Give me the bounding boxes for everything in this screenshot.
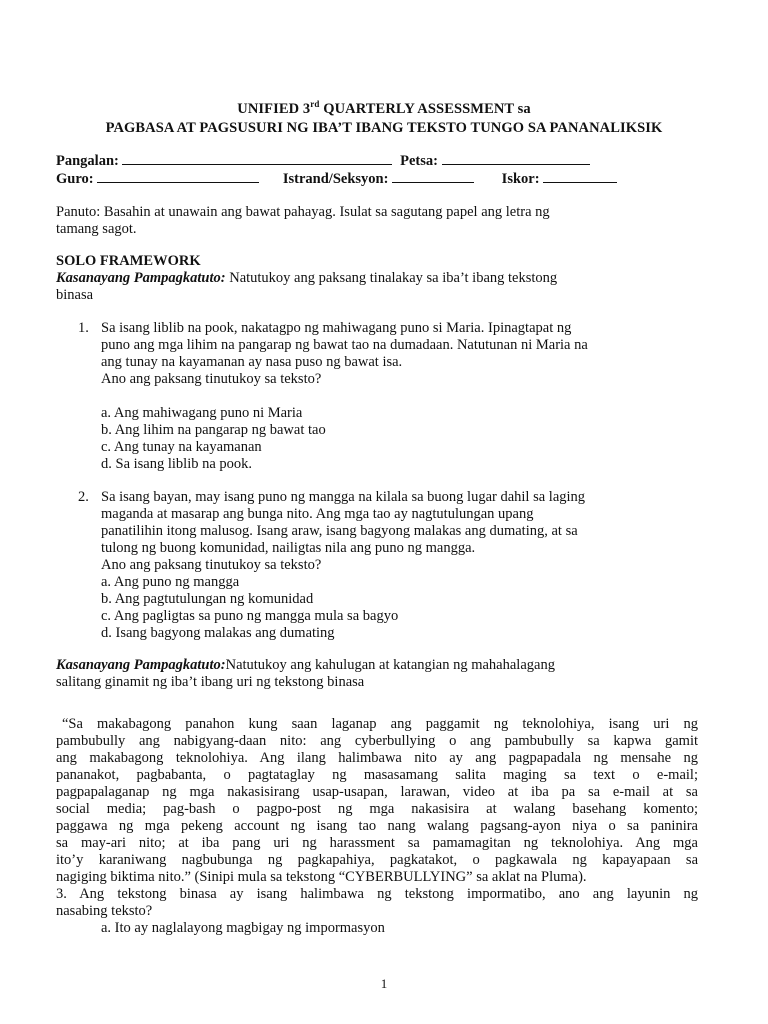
competency-1 (56, 270, 557, 287)
passage-line: social media; pag-bash o pagpo-post ng mga nakasisira at walang basehang komento; (56, 801, 698, 817)
passage-line: sa may-ari nito; at iba pang uri ng harassment sa pamamagitan ng teknolohiya. Ang mga (56, 835, 698, 851)
q2-line: tulong ng buong komunidad, nailigtas nila ang puno ng mangga. (101, 540, 476, 556)
passage-line: pambubully ang nabigyang-daan nito: ang cyberbullying o ang pambubully sa kapwa gamit (56, 733, 698, 749)
passage-line: ang makabagong teknolohiya. Ang ilang halimbawa nito ay ang pagpapadala ng mensahe ng (56, 750, 698, 766)
teacher-label: Guro: (56, 171, 94, 187)
instructions-line-1: Panuto: Basahin at unawain ang bawat pahayag. Isulat sa sagutang papel ang letra ng (56, 204, 550, 220)
competency-label: Kasanayang Pampagkatuto: (56, 657, 226, 673)
q1-line: ang tunay na kayamanan ay nasa puso ng bawat isa. (101, 354, 403, 370)
title-text-end: QUARTERLY ASSESSMENT sa (319, 101, 531, 117)
competency-2-cont: salitang ginamit ng iba’t ibang uri ng tekstong binasa (56, 674, 365, 690)
q1-choice-a: a. Ang mahiwagang puno ni Maria (101, 405, 303, 421)
title-text: UNIFIED 3 (237, 101, 311, 117)
q2-choice-c: c. Ang pagligtas sa puno ng mangga mula sa bagyo (101, 608, 399, 624)
competency-label: Kasanayang Pampagkatuto: (56, 270, 226, 286)
q1-line: puno ang mga lihim na pangarap ng bawat tao na dumadaan. Natutunan ni Maria na (101, 337, 588, 353)
q1-line: Sa isang liblib na pook, nakatagpo ng mahiwagang puno si Maria. Ipinagtapat ng (101, 320, 572, 336)
q1-choice-b: b. Ang lihim na pangarap ng bawat tao (101, 422, 326, 438)
strand-field[interactable] (392, 170, 474, 183)
passage-line: paggawa ng mga pekeng account ng isang tao nang walang pagsang-ayon niya o sa paninira (56, 818, 698, 834)
competency-1-cont: binasa (56, 287, 94, 303)
q3-line: nasabing teksto? (56, 903, 153, 919)
competency-text: Natutukoy ang kahulugan at katangian ng mahahalagang (225, 657, 555, 673)
competency-text: Natutukoy ang paksang tinalakay sa iba’t ibang tekstong (225, 270, 558, 286)
form-row-1 (56, 152, 590, 170)
teacher-field[interactable] (97, 170, 259, 183)
q2-line: maganda at masarap ang bunga nito. Ang mga tao ay nagtutulungan upang (101, 506, 534, 522)
page-number: 1 (380, 976, 388, 991)
q1-choice-c: c. Ang tunay na kayamanan (101, 439, 262, 455)
q2-choice-b: b. Ang pagtutulungan ng komunidad (101, 591, 314, 607)
q3-line: 3. Ang tekstong binasa ay isang halimbawa ng tekstong impormatibo, ano ang layunin ng (56, 886, 698, 902)
score-label: Iskor: (501, 171, 540, 187)
passage-line: “Sa makabagong panahon kung saan laganap ang paggamit ng teknolohiya, isang uri ng (62, 716, 698, 732)
competency-2 (56, 657, 555, 674)
q3-choice-a: a. Ito ay naglalayong magbigay ng impormasyon (101, 920, 385, 936)
subject-title: PAGBASA AT PAGSUSURI NG IBA’T IBANG TEKSTO TUNGO SA PANANALIKSIK (105, 120, 663, 136)
q2-choice-d: d. Isang bagyong malakas ang dumating (101, 625, 335, 641)
q2-prompt: Ano ang paksang tinutukoy sa teksto? (101, 557, 322, 573)
q2-line: panatilihin itong malusog. Isang araw, isang bagyong malakas ang dumating, at sa (101, 523, 578, 539)
score-field[interactable] (543, 170, 617, 183)
passage-line: ito’y karaniwang nagbubunga ng pagkapahiya, pagkatakot, o pagkawala ng kapayapaan sa (56, 852, 698, 868)
form-row-2 (56, 170, 617, 188)
date-label: Petsa: (400, 153, 438, 169)
assessment-title (0, 101, 768, 118)
instructions-line-2: tamang sagot. (56, 221, 137, 237)
q2-line: Sa isang bayan, may isang puno ng mangga na kilala sa buong lugar dahil sa laging (101, 489, 586, 505)
section-heading: SOLO FRAMEWORK (56, 253, 201, 269)
q1-prompt: Ano ang paksang tinutukoy sa teksto? (101, 371, 322, 387)
q1-number: 1. (78, 320, 89, 336)
date-field[interactable] (442, 152, 590, 165)
strand-label: Istrand/Seksyon: (282, 171, 389, 187)
passage-line: nagiging biktima nito.” (Sinipi mula sa tekstong “CYBERBULLYING” sa aklat na Pluma). (56, 869, 587, 885)
q2-choice-a: a. Ang puno ng mangga (101, 574, 240, 590)
passage-line: pananakot, pagbabanta, o pagtataglay ng masasamang salita maging sa text o e-mail; (56, 767, 698, 783)
q2-number: 2. (78, 489, 89, 505)
name-label: Pangalan: (56, 153, 119, 169)
passage-line: pagpapalaganap ng mga nakasisirang usap-usapan, larawan, video at iba pa sa e-mail at sa (56, 784, 698, 800)
q1-choice-d: d. Sa isang liblib na pook. (101, 456, 253, 472)
name-field[interactable] (122, 152, 392, 165)
title-superscript: rd (310, 99, 320, 110)
